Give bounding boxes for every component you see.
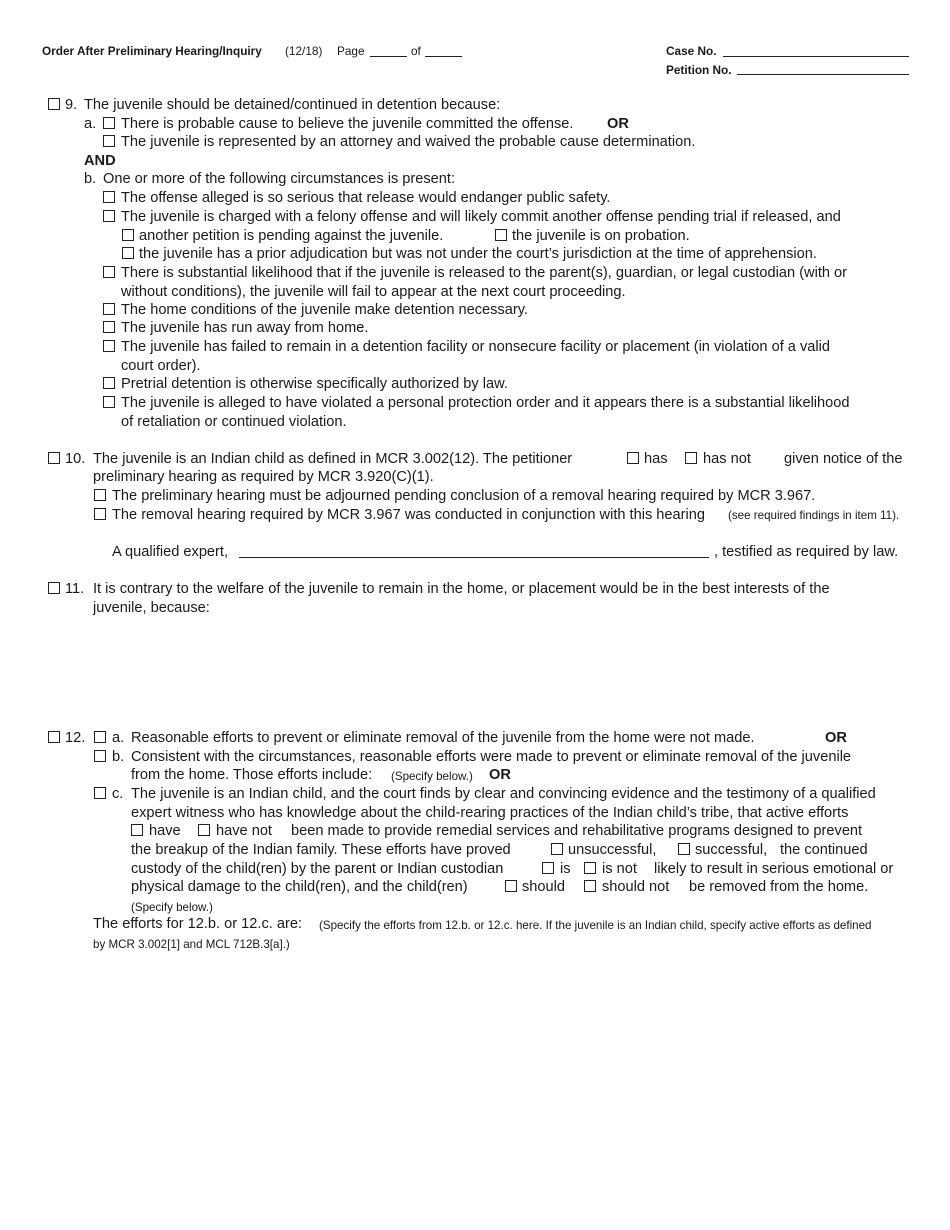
- item12-efforts-note-line2: by MCR 3.002[1] and MCL 712B.3[a].): [93, 938, 290, 951]
- item12c-have-not-checkbox[interactable]: [198, 824, 210, 836]
- item12c-continued: the continued: [780, 842, 868, 858]
- item9-checkbox[interactable]: [48, 98, 60, 110]
- item9a2-text: The juvenile is represented by an attorney and waived the probable cause determination.: [121, 134, 696, 150]
- item12c-should-not: should not: [602, 879, 670, 895]
- item9b-c3-line1: There is substantial likelihood that if the juvenile is released to the parent(s), guardian, or legal custodian (with or: [121, 265, 848, 281]
- item12c-have-checkbox[interactable]: [131, 824, 143, 836]
- item12c-successful-checkbox[interactable]: [678, 843, 690, 855]
- item9b-c4-checkbox[interactable]: [103, 303, 115, 315]
- of-label: of: [411, 44, 421, 58]
- item9b-c8-line2: of retaliation or continued violation.: [121, 414, 347, 430]
- item9b-c4-text: The home conditions of the juvenile make detention necessary.: [121, 302, 528, 318]
- item9b-c2a-text: another petition is pending against the juvenile.: [139, 228, 444, 244]
- item10-opt1-text: The preliminary hearing must be adjourned pending conclusion of a removal hearing required by MCR 3.967.: [112, 488, 816, 504]
- item12-number: 12.: [65, 730, 86, 746]
- item9b-c6-line1: The juvenile has failed to remain in a detention facility or nonsecure facility or placement (in violation of a valid: [121, 339, 830, 355]
- item9-number: 9.: [65, 97, 78, 113]
- item12b-line2: from the home. Those efforts include:: [131, 767, 373, 783]
- item10-given-notice: given notice of the: [784, 451, 903, 467]
- item9a1-text: There is probable cause to believe the juvenile committed the offense.: [121, 116, 574, 132]
- item9b-c6-line2: court order).: [121, 358, 201, 374]
- item9-and: AND: [84, 153, 116, 169]
- form-revision: (12/18): [285, 44, 323, 58]
- item10-has: has: [644, 451, 668, 467]
- item12c-line2: expert witness who has knowledge about the child-rearing practices of the Indian child’s tribe, that active efforts: [131, 805, 849, 821]
- item9b-c8-line1: The juvenile is alleged to have violated a personal protection order and it appears there is a substantial likelihood: [121, 395, 850, 411]
- item9b-c5-checkbox[interactable]: [103, 321, 115, 333]
- item9b-letter: b.: [84, 171, 97, 187]
- item12-efforts-label: The efforts for 12.b. or 12.c. are:: [93, 916, 303, 932]
- item12c-unsuccessful: unsuccessful,: [568, 842, 657, 858]
- item9b-c7-text: Pretrial detention is otherwise specifically authorized by law.: [121, 376, 508, 392]
- item12b-or: OR: [489, 767, 511, 783]
- item9b-c2c-checkbox[interactable]: [122, 247, 134, 259]
- item9b-c3-line2: without conditions), the juvenile will fail to appear at the next court proceeding.: [121, 284, 626, 300]
- item10-line1: The juvenile is an Indian child as defined in MCR 3.002(12). The petitioner: [93, 451, 573, 467]
- item12c-should: should: [522, 879, 566, 895]
- item11-checkbox[interactable]: [48, 582, 60, 594]
- item12c-checkbox[interactable]: [94, 787, 106, 799]
- item12a-checkbox[interactable]: [94, 731, 106, 743]
- item12c-have-not: have not: [216, 823, 272, 839]
- case-no-label: Case No.: [666, 44, 717, 58]
- item12b-letter: b.: [112, 749, 125, 765]
- item9b-c2-checkbox[interactable]: [103, 210, 115, 222]
- item9b-c1-checkbox[interactable]: [103, 191, 115, 203]
- item12b-note: (Specify below.): [391, 770, 473, 783]
- item12c-is: is: [560, 861, 571, 877]
- item12c-is-not-checkbox[interactable]: [584, 862, 596, 874]
- item12c-successful: successful,: [695, 842, 768, 858]
- item11-number: 11.: [65, 581, 85, 597]
- page-number-field[interactable]: [370, 56, 407, 57]
- item10-line2: preliminary hearing as required by MCR 3.920(C)(1).: [93, 469, 434, 485]
- item11-line1: It is contrary to the welfare of the juvenile to remain in the home, or placement would be in the best interests of the: [93, 581, 830, 597]
- item12a-text: Reasonable efforts to prevent or eliminate removal of the juvenile from the home were not made.: [131, 730, 755, 746]
- item9a-or: OR: [607, 116, 629, 132]
- item9b-c8-checkbox[interactable]: [103, 396, 115, 408]
- item9b-c7-checkbox[interactable]: [103, 377, 115, 389]
- item12c-line5: custody of the child(ren) by the parent or Indian custodian: [131, 861, 504, 877]
- item10-expert-label: A qualified expert,: [112, 544, 229, 560]
- item10-opt2-checkbox[interactable]: [94, 508, 106, 520]
- case-no-field[interactable]: [723, 56, 909, 57]
- item9b-c5-text: The juvenile has run away from home.: [121, 320, 369, 336]
- item9b-c2c-text: the juvenile has a prior adjudication but was not under the court’s jurisdiction at the time of apprehension.: [139, 246, 817, 262]
- item12-efforts-note-line1: (Specify the efforts from 12.b. or 12.c. here. If the juvenile is an Indian child, specify active efforts as defined: [319, 919, 872, 932]
- item12c-note: (Specify below.): [131, 901, 213, 914]
- item9b-c2-text: The juvenile is charged with a felony offense and will likely commit another offense pending trial if released, and: [121, 209, 841, 225]
- item12c-unsuccessful-checkbox[interactable]: [551, 843, 563, 855]
- item10-expert-name-field[interactable]: [239, 557, 709, 558]
- item10-opt1-checkbox[interactable]: [94, 489, 106, 501]
- item10-checkbox[interactable]: [48, 452, 60, 464]
- item12c-should-checkbox[interactable]: [505, 880, 517, 892]
- item10-expert-suffix: , testified as required by law.: [714, 544, 899, 560]
- item12c-line4: the breakup of the Indian family. These efforts have proved: [131, 842, 511, 858]
- item12b-checkbox[interactable]: [94, 750, 106, 762]
- item12c-line5b: likely to result in serious emotional or: [654, 861, 894, 877]
- petition-no-field[interactable]: [737, 74, 909, 75]
- item12c-line1: The juvenile is an Indian child, and the court finds by clear and convincing evidence and the testimony of a qualified: [131, 786, 876, 802]
- item12c-letter: c.: [112, 786, 124, 802]
- item9b-c2a-checkbox[interactable]: [122, 229, 134, 241]
- item12c-is-checkbox[interactable]: [542, 862, 554, 874]
- item9b-intro: One or more of the following circumstances is present:: [103, 171, 456, 187]
- item12c-line3: been made to provide remedial services and rehabilitative programs designed to prevent: [291, 823, 863, 839]
- page-total-field[interactable]: [425, 56, 462, 57]
- item10-has-checkbox[interactable]: [627, 452, 639, 464]
- item12a-letter: a.: [112, 730, 125, 746]
- petition-no-label: Petition No.: [666, 63, 732, 77]
- item12-checkbox[interactable]: [48, 731, 60, 743]
- item9-intro: The juvenile should be detained/continued in detention because:: [84, 97, 501, 113]
- item9b-c2b-text: the juvenile is on probation.: [512, 228, 690, 244]
- item11-line2: juvenile, because:: [93, 600, 210, 616]
- item9b-c3-checkbox[interactable]: [103, 266, 115, 278]
- item12a-or: OR: [825, 730, 847, 746]
- item12c-is-not: is not: [602, 861, 637, 877]
- item12c-line6b: be removed from the home.: [689, 879, 869, 895]
- item9b-c2b-checkbox[interactable]: [495, 229, 507, 241]
- item10-opt2-note: (see required findings in item 11).: [728, 509, 900, 522]
- item10-opt2-text: The removal hearing required by MCR 3.967 was conducted in conjunction with this hearing: [112, 507, 705, 523]
- form-title: Order After Preliminary Hearing/Inquiry: [42, 44, 262, 58]
- item10-has-not: has not: [703, 451, 751, 467]
- item12c-have: have: [149, 823, 181, 839]
- item9b-c1-text: The offense alleged is so serious that release would endanger public safety.: [121, 190, 611, 206]
- item9a1-checkbox[interactable]: [103, 117, 115, 129]
- item12b-line1: Consistent with the circumstances, reasonable efforts were made to prevent or eliminate removal of the juvenile: [131, 749, 852, 765]
- item10-has-not-checkbox[interactable]: [685, 452, 697, 464]
- item9a-letter: a.: [84, 116, 97, 132]
- item9a2-checkbox[interactable]: [103, 135, 115, 147]
- item12c-should-not-checkbox[interactable]: [584, 880, 596, 892]
- page-label: Page: [337, 44, 365, 58]
- item10-number: 10.: [65, 451, 86, 467]
- item9b-c6-checkbox[interactable]: [103, 340, 115, 352]
- item12c-line6: physical damage to the child(ren), and the child(ren): [131, 879, 468, 895]
